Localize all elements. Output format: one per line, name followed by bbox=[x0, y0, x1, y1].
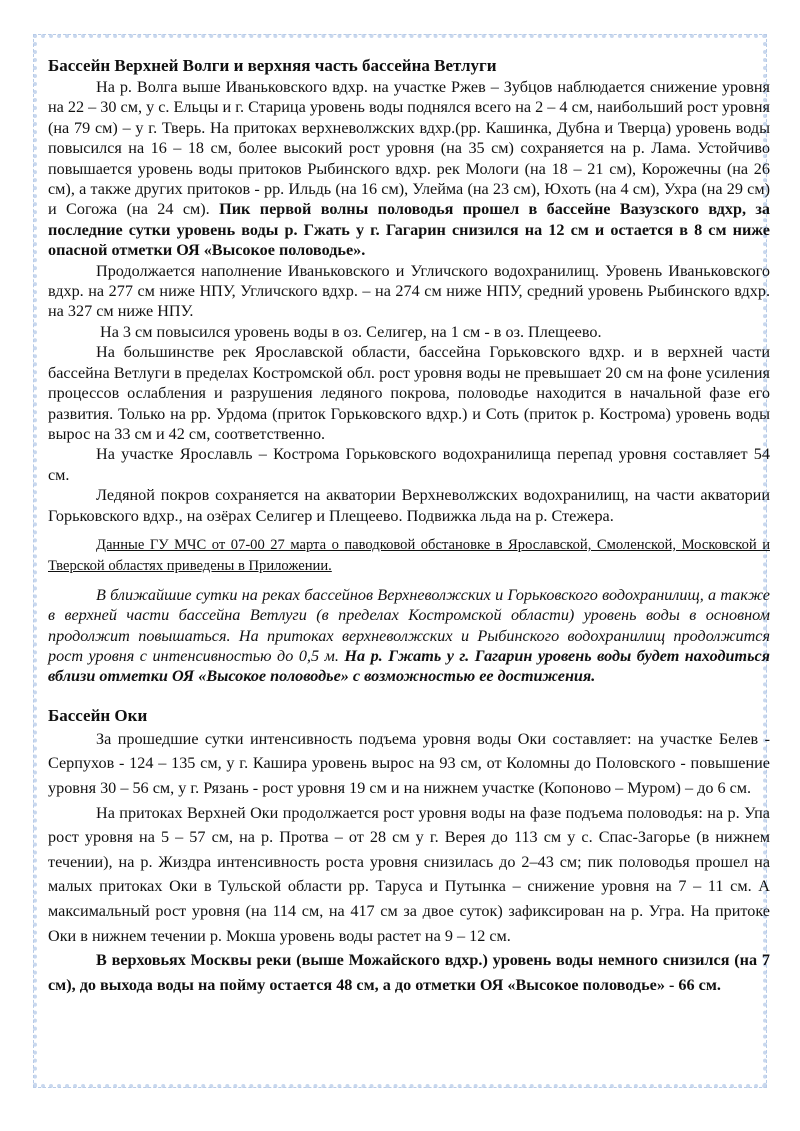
section-oka bbox=[48, 705, 770, 998]
paragraph-upper-oka-tributaries: На притоках Верхней Оки продолжается рост уровня воды на фазе подъема половодья: на р. Упа рост уровня на 5 – 57 см, на р. Протва – от 28 см у г. Верея до 113 см у с. Спас-Загорье (в нижнем течении), на р. Жиздра интенсивность роста уровня снизилась до 2–43 см; пик половодья прошел на малых притоках Оки в Тульской области рр. Таруса и Путынка – снижение уровня на 7 – 11 см. А максимальный рост уровня (на 114 см, на 417 см за двое суток) зафиксирован на р. Угра. На притоке Оки в нижнем течении р. Мокша уровень воды растет на 9 – 12 см. bbox=[48, 803, 770, 945]
paragraph-level-drop: На участке Ярославль – Кострома Горьковского водохранилища перепад уровня составляет 54 см. bbox=[48, 445, 770, 484]
appendix-note[interactable] bbox=[48, 534, 770, 577]
paragraph-yaroslavl-rivers: На большинстве рек Ярославской области, бассейна Горьковского вдхр. и в верхней части бассейна Ветлуги в пределах Костромской обл. рост уровня воды не превышает 20 см на фоне усиления процессов ослабления и разрушения ледяного покрова, половодье находится в начальной фазе его развития. Только на рр. Урдома (приток Горьковского вдхр.) и Соть (приток р. Кострома) уровень воды вырос на 33 см и 42 см, соответственно. bbox=[48, 343, 770, 443]
forecast-paragraph: В ближайшие сутки на реках бассейнов Верхневолжских и Горьковского водохранилищ, а также в верхней части бассейна Ветлуги (в пределах Костромской области) уровень воды в основном продолжит повышаться. На притоках верхневолжских и Рыбинского водохранилищ продолжится рост уровня с интенсивностью до 0,5 м. На р. Гжать у г. Гагарин уровень воды будет находиться вблизи отметки ОЯ «Высокое половодье» с возможностью ее достижения. bbox=[48, 585, 770, 686]
paragraph-oka-rise: За прошедшие сутки интенсивность подъема уровня воды Оки составляет: на участке Белев - Серпухов - 124 – 135 см, у г. Кашира уровень вырос на 93 см, от Коломны до Половского - повышение уровня 30 – 56 см, у г. Рязань - рост уровня 19 см и на нижнем участке (Копоново – Муром) – до 6 см. bbox=[48, 729, 770, 797]
bold-gzhat-peak: Пик первой волны половодья прошел в бассейне Вазузского вдхр, за последние сутки уровень воды р. Гжать у г. Гагарин снизился на 12 см и остается в 8 см ниже опасной отметки ОЯ «Высокое половодье». bbox=[48, 200, 770, 260]
appendix-link[interactable]: Данные ГУ МЧС от 07-00 27 марта о паводковой обстановке в Ярославской, Смоленской, Московской и Тверской областях приведены в Приложении. bbox=[48, 536, 770, 575]
paragraph-ice-cover: Ледяной покров сохраняется на акватории Верхневолжских водохранилищ, на части акватории Горьковского вдхр., на озёрах Селигер и Плещеево. Подвижка льда на р. Стежера. bbox=[48, 486, 770, 525]
paragraph-volga-levels: На р. Волга выше Иваньковского вдхр. на участке Ржев – Зубцов наблюдается снижение уровня на 22 – 30 см, у с. Ельцы и г. Старица уровень воды поднялся всего на 2 – 4 см, наибольший рост уровня (на 79 см) – у г. Тверь. На притоках верхневолжских вдхр.(рр. Кашинка, Дубна и Тверца) уровень воды повысился на 16 – 18 см, более высокий рост уровня (на 35 см) сохраняется на р. Лама. Устойчиво повышается уровень воды притоков Рыбинского вдхр. рек Мологи (на 18 – 21 см), Корожечны (на 26 см), а также других притоков - рр. Ильдь (на 16 см), Улейма (на 23 см), Юхоть (на 4 см), Ухра (на 29 см) и Согожа (на 24 см). Пик первой волны половодья прошел в бассейне Вазузского вдхр, за последние сутки уровень воды р. Гжать у г. Гагарин снизился на 12 см и остается в 8 см ниже опасной отметки ОЯ «Высокое половодье». bbox=[48, 78, 770, 260]
section-title-oka: Бассейн Оки bbox=[48, 705, 148, 725]
forecast-bold-gzhat: На р. Гжать у г. Гагарин уровень воды будет находиться вблизи отметки ОЯ «Высокое половодье» с возможностью ее достижения. bbox=[48, 646, 770, 686]
section-spacer bbox=[48, 687, 770, 705]
paragraph-lakes: На 3 см повысился уровень воды в оз. Селигер, на 1 см - в оз. Плещеево. bbox=[100, 322, 602, 341]
section-title-upper-volga: Бассейн Верхней Волги и верхняя часть бассейна Ветлуги bbox=[48, 56, 497, 75]
document-page bbox=[48, 55, 770, 997]
paragraph-reservoir-filling: Продолжается наполнение Иваньковского и Угличского водохранилищ. Уровень Иваньковского вдхр. на 277 см ниже НПУ, Угличского вдхр. – на 274 см ниже НПУ, средний уровень Рыбинского вдхр. на 327 см ниже НПУ. bbox=[48, 261, 770, 321]
paragraph-moskva-river: В верховьях Москвы реки (выше Можайского вдхр.) уровень воды немного снизился (на 7 см), до выхода воды на пойму остается 48 см, а до отметки ОЯ «Высокое половодье» - 66 см. bbox=[48, 951, 770, 994]
